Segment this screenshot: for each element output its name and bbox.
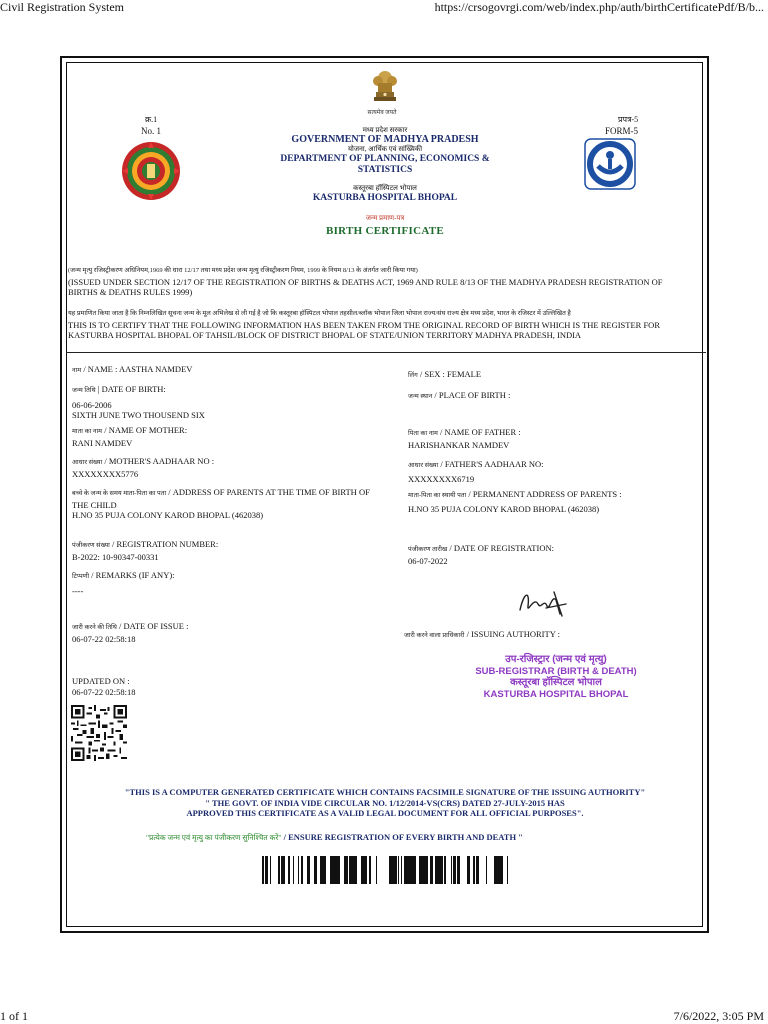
field-date-of-issue	[72, 621, 392, 644]
barcode-bar	[467, 856, 470, 884]
barcode-bar	[301, 856, 302, 884]
barcode-bar	[314, 856, 317, 884]
note-line1: "THIS IS A COMPUTER GENERATED CERTIFICATE WHICH CONTAINS FACSIMILE SIGNATURE OF THE ISSUING AUTHORITY"	[124, 787, 646, 797]
department-title-line2: STATISTICS	[357, 165, 413, 175]
field-sex-hindi: लिंग	[408, 372, 418, 379]
barcode-bar	[389, 856, 390, 884]
barcode-bar	[409, 856, 411, 884]
field-mother	[72, 425, 392, 448]
field-updated-value: 06-07-22 02:58:18	[72, 686, 136, 697]
field-reg-no-hindi: पंजीकरण संख्या	[72, 542, 110, 549]
field-mother-label: / NAME OF MOTHER:	[102, 425, 188, 435]
department-title	[270, 154, 500, 176]
barcode-bar	[331, 856, 334, 884]
field-father-label: / NAME OF FATHER :	[437, 427, 521, 437]
divider	[66, 352, 706, 353]
barcode-bar	[401, 856, 402, 884]
serial-number: No. 1	[141, 126, 161, 136]
barcode-bar	[390, 856, 392, 884]
barcode-bar	[278, 856, 280, 884]
field-father-aadhaar-value: XXXXXXXX6719	[408, 473, 475, 484]
field-updated-label: UPDATED ON :	[72, 676, 130, 686]
hospital-hindi: कस्तूरबा हॉस्पिटल भोपाल	[353, 184, 417, 192]
field-pob-hindi: जन्म स्थान	[408, 393, 433, 400]
barcode-bar	[330, 856, 331, 884]
serial-number-hindi: क्र.1	[145, 115, 158, 124]
field-name-label: / NAME :	[81, 364, 119, 374]
field-reg-no-value: B-2022: 10-90347-00331	[72, 551, 159, 562]
field-reg-no-label: / REGISTRATION NUMBER:	[109, 539, 219, 549]
field-father-aadhaar-label: / FATHER'S AADHAAR NO:	[438, 459, 544, 469]
issued-under-hindi: (जन्म मृत्यु रजिस्ट्रीकरण अधिनियम,1969 की धारा 12/17 तथा मध्य प्रदेश जन्म मृत्यु रजिस्ट्रीकरण नियम, 1999 के नियम 8/13 के अंतर्गत जारी किया गया)	[68, 267, 418, 274]
barcode-bar	[494, 856, 497, 884]
barcode-bar	[404, 856, 406, 884]
stamp-line1: उप-रजिस्ट्रार (जन्म एवं मृत्यु)	[505, 654, 607, 665]
barcode-bar	[477, 856, 479, 884]
barcode-bar	[426, 856, 428, 884]
barcode-bar	[351, 856, 352, 884]
barcode-bar	[265, 856, 267, 884]
government-title: GOVERNMENT OF MADHYA PRADESH	[291, 134, 479, 145]
barcode-bar	[424, 856, 426, 884]
field-address-birth-label2: THE CHILD	[72, 499, 117, 510]
field-sex-label: / SEX :	[417, 369, 448, 379]
barcode-bar	[356, 856, 357, 884]
field-authority-label: / ISSUING AUTHORITY :	[464, 629, 560, 639]
field-address-birth	[72, 487, 392, 521]
barcode-bar	[435, 856, 438, 884]
field-date-of-registration	[408, 543, 688, 566]
field-mother-aadhaar	[72, 456, 392, 479]
ensure-registration-slogan	[146, 832, 646, 843]
barcode-bar	[486, 856, 487, 884]
barcode-bar	[451, 856, 452, 884]
barcode-bar	[507, 856, 508, 884]
barcode-bar	[430, 856, 433, 884]
field-name-hindi: नाम	[72, 367, 82, 374]
field-pob-label: / PLACE OF BIRTH :	[432, 390, 511, 400]
barcode-bar	[349, 856, 351, 884]
certify-line2: KASTURBA HOSPITAL BHOPAL OF TAHSIL/BLOCK OF DISTRICT BHOPAL OF STATE/UNION TERRITORY MADHYA PRADESH, INDIA	[68, 330, 582, 340]
state-emblem-icon	[370, 66, 400, 102]
field-authority-hindi: जारी करने वाला प्राधिकारी	[404, 632, 465, 639]
computer-generated-note	[100, 787, 670, 819]
barcode-bar	[320, 856, 322, 884]
barcode-bar	[334, 856, 337, 884]
barcode-bar	[284, 856, 285, 884]
barcode-bar	[354, 856, 356, 884]
barcode-bar	[421, 856, 424, 884]
field-reg-date-label: / DATE OF REGISTRATION:	[447, 543, 554, 553]
field-issue-date-label: / DATE OF ISSUE :	[116, 621, 189, 631]
note-line3: APPROVED THIS CERTIFICATE AS A VALID LEGAL DOCUMENT FOR ALL OFFICIAL PURPOSES".	[186, 808, 584, 818]
stamp-line3: कस्तूरबा हॉस्पिटल भोपाल	[510, 677, 602, 688]
barcode-bar	[307, 856, 310, 884]
birth-certificate-title: BIRTH CERTIFICATE	[325, 225, 445, 237]
field-issue-date-hindi: जारी करने की तिथि	[72, 624, 117, 631]
field-mother-hindi: माता का नाम	[72, 428, 103, 435]
barcode-bar	[498, 856, 501, 884]
field-mother-aadhaar-hindi: आधार संख्या	[72, 459, 103, 466]
issued-under-line2: BIRTHS & DEATHS RULES 1999)	[68, 287, 193, 297]
barcode-bar	[293, 856, 294, 884]
certify-hindi: यह प्रमाणित किया जाता है कि निम्नलिखित सूचना जन्म के मूल अभिलेख से ली गई है जो कि कस्तूरबा हॉस्पिटल भोपाल तहसील/ब्लॉक भोपाल जिला भोपाल राज्य/संघ राज्य क्षेत्र मध्य प्रदेश, भारत के रजिस्टर में उल्लिखित है	[68, 310, 571, 317]
barcode-bar	[392, 856, 394, 884]
certify-block	[68, 309, 706, 341]
field-address-perm-label: / PERMANENT ADDRESS OF PARENTS :	[466, 489, 622, 499]
barcode-bar	[344, 856, 347, 884]
field-dob-value: 06-06-2006	[72, 399, 112, 410]
field-address-birth-hindi: बच्चे के जन्म के समय माता-पिता का पता	[72, 490, 167, 497]
field-permanent-address	[408, 489, 688, 514]
field-dob-hindi: जन्म तिथि	[72, 387, 96, 394]
barcode-bar	[419, 856, 421, 884]
browser-url[interactable]: https://crsogovrgi.com/web/index.php/auth/birthCertificatePdf/B/b...	[434, 0, 764, 14]
barcode-bar	[322, 856, 324, 884]
signature-scrawl	[516, 586, 570, 620]
field-address-perm-hindi: माता-पिता का स्थायी पता	[408, 492, 467, 499]
barcode-bar	[497, 856, 498, 884]
state-emblem	[362, 66, 408, 116]
field-father-aadhaar-hindi: आधार संख्या	[408, 462, 439, 469]
barcode-bar	[453, 856, 456, 884]
field-address-birth-value: H.NO 35 PUJA COLONY KAROD BHOPAL (462038)	[72, 510, 264, 520]
note-line2: " THE GOVT. OF INDIA VIDE CIRCULAR NO. 1/12/2014-VS(CRS) DATED 27-JULY-2015 HAS	[205, 797, 565, 808]
barcode-bar	[457, 856, 458, 884]
form-number: FORM-5	[605, 126, 639, 136]
field-remarks	[72, 570, 392, 596]
field-updated-on	[72, 676, 392, 697]
barcode-bar	[476, 856, 477, 884]
barcode-bar	[302, 856, 303, 884]
field-father-aadhaar	[408, 459, 688, 484]
field-remarks-value: ----	[72, 585, 84, 596]
field-father	[408, 427, 688, 450]
barcode-bar	[438, 856, 440, 884]
form-number-hindi: प्रपत्र-5	[618, 115, 639, 124]
issued-under-block	[68, 266, 706, 298]
field-dob	[72, 384, 392, 421]
slogan-english: / ENSURE REGISTRATION OF EVERY BIRTH AND DEATH "	[281, 832, 523, 842]
page-count: 1 of 1	[0, 1009, 28, 1023]
emblem-caption: सत्यमेव जयते	[367, 110, 397, 116]
field-mother-value: RANI NAMDEV	[72, 437, 133, 448]
field-sex	[408, 369, 688, 382]
field-dob-label: | DATE OF BIRTH:	[95, 384, 166, 394]
mp-government-seal-icon	[120, 140, 182, 202]
registrar-stamp	[456, 654, 656, 700]
barcode-bar	[414, 856, 416, 884]
issued-under-line1: (ISSUED UNDER SECTION 12/17 OF THE REGISTRATION OF BIRTHS & DEATHS ACT, 1969 AND RULE 8/13 OF THE MADHYA PRADESH REGISTRATION OF	[68, 276, 663, 287]
field-dob-words: SIXTH JUNE TWO THOUSEND SIX	[72, 410, 205, 420]
barcode-bar	[411, 856, 414, 884]
barcode-bar	[347, 856, 348, 884]
field-mother-aadhaar-value: XXXXXXXX5776	[72, 468, 139, 479]
barcode-bar	[406, 856, 408, 884]
field-father-value: HARISHANKAR NAMDEV	[408, 439, 510, 450]
barcode-bar	[361, 856, 364, 884]
barcode-bar	[459, 856, 460, 884]
barcode-bar	[369, 856, 371, 884]
field-reg-date-hindi: पंजीकरण तारीख	[408, 546, 448, 553]
barcode-bar	[394, 856, 397, 884]
barcode-bar	[376, 856, 377, 884]
field-issuing-authority	[404, 629, 684, 642]
barcode-bar	[281, 856, 284, 884]
barcode-bar	[458, 856, 459, 884]
qr-code	[71, 705, 127, 761]
certify-line1: THIS IS TO CERTIFY THAT THE FOLLOWING INFORMATION HAS BEEN TAKEN FROM THE ORIGINAL RECORD OF BIRTH WHICH IS THE REGISTER FOR	[68, 319, 660, 330]
field-name-value: AASTHA NAMDEV	[118, 364, 193, 374]
field-remarks-label: / REMARKS (IF ANY):	[89, 570, 175, 580]
field-registration-number	[72, 539, 392, 562]
government-hindi: मध्य प्रदेश सरकार	[362, 126, 408, 134]
print-timestamp: 7/6/2022, 3:05 PM	[673, 1009, 764, 1023]
barcode-bar	[444, 856, 446, 884]
field-mother-aadhaar-label: / MOTHER'S AADHAAR NO :	[102, 456, 215, 466]
department-title-line1: DEPARTMENT OF PLANNING, ECONOMICS &	[280, 154, 490, 164]
barcode-bar	[352, 856, 354, 884]
barcode-bar	[408, 856, 409, 884]
department-hindi: योजना, आर्थिक एवं सांख्यिकी	[347, 145, 423, 153]
barcode	[262, 856, 508, 884]
field-issue-date-value: 06-07-22 02:58:18	[72, 633, 136, 644]
barcode-bar	[324, 856, 326, 884]
hospital-title: KASTURBA HOSPITAL BHOPAL	[312, 193, 458, 203]
birth-certificate-hindi: जन्म प्रमाण-पत्र	[365, 214, 405, 222]
field-address-perm-value: H.NO 35 PUJA COLONY KAROD BHOPAL (462038)	[408, 503, 600, 514]
barcode-bar	[440, 856, 443, 884]
barcode-bar	[501, 856, 503, 884]
field-address-birth-label: / ADDRESS OF PARENTS AT THE TIME OF BIRTH OF	[166, 487, 370, 497]
browser-title: Civil Registration System	[0, 0, 125, 14]
field-reg-date-value: 06-07-2022	[408, 555, 448, 566]
ihs-hospital-logo-icon	[584, 138, 636, 190]
barcode-bar	[364, 856, 366, 884]
slogan-hindi: "प्रत्येक जन्म एवं मृत्यु का पंजीकरण सुनिश्चित करें"	[146, 833, 282, 842]
stamp-line2: SUB-REGISTRAR (BIRTH & DEATH)	[475, 666, 637, 677]
barcode-bar	[270, 856, 271, 884]
barcode-bar	[288, 856, 290, 884]
field-father-hindi: पिता का नाम	[408, 430, 438, 437]
barcode-bar	[262, 856, 264, 884]
field-remarks-hindi: टिप्पणी	[72, 573, 90, 580]
barcode-bar	[473, 856, 475, 884]
field-place-of-birth	[408, 390, 688, 403]
barcode-bar	[298, 856, 299, 884]
barcode-bar	[337, 856, 340, 884]
barcode-bar	[366, 856, 367, 884]
barcode-bar	[398, 856, 399, 884]
barcode-bar	[267, 856, 268, 884]
field-name	[72, 364, 392, 377]
stamp-line4: KASTURBA HOSPITAL BHOPAL	[483, 689, 629, 700]
field-sex-value: FEMALE	[447, 369, 482, 379]
